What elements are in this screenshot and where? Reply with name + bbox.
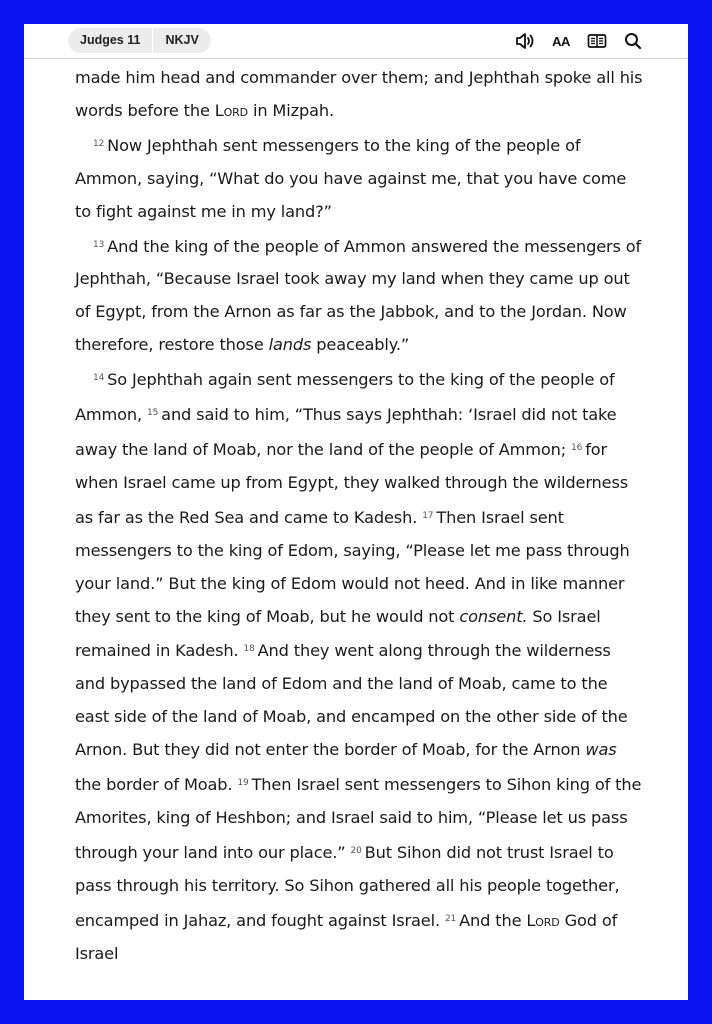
verse-text[interactable]: Then Israel sent messengers to Sihon king of the Amorites, king of Heshbon; and Israel said to him, “Please let us pass through your land into our place.” <box>75 775 642 862</box>
verse-italic[interactable]: consent. <box>459 606 528 626</box>
paragraph <box>75 229 645 363</box>
scripture-text <box>75 62 645 970</box>
verse-number[interactable]: 14 <box>93 373 105 384</box>
passage-selector <box>68 28 211 53</box>
verse-text[interactable]: And they went along through the wilderness and bypassed the land of Edom and the land of Moab, came to the east side of the land of Moab, and encamped on the other side of the Arnon. But they did not enter the border of Moab, for the Arnon <box>75 641 628 760</box>
verse-text[interactable]: the border of Moab. <box>75 775 238 795</box>
verse-text: in Mizpah. <box>247 100 334 120</box>
reader-toolbar <box>24 24 688 59</box>
verse-text[interactable]: And the king of the people of Ammon answered the messengers of Jephthah, “Because Israel took away my land when they came up out of Egypt, from the Arnon as far as the Jabbok, and to the Jordan. Now therefore, restore those <box>75 236 642 355</box>
verse-italic[interactable]: lands <box>268 335 312 355</box>
verse-text[interactable]: for when Israel came up from Egypt, they walked through the wilderness as far as the Red Sea and came to Kadesh. <box>75 439 629 527</box>
verse-number[interactable]: 16 <box>571 442 583 453</box>
translation-button[interactable]: NKJV <box>165 33 199 47</box>
verse-number[interactable]: 19 <box>237 778 249 789</box>
verse-text: made him head and commander over them; and Jephthah spoke all his words before the <box>75 68 643 120</box>
paragraph <box>75 128 645 229</box>
book-chapter-button[interactable]: Judges 11 <box>80 33 141 47</box>
book-icon[interactable] <box>586 30 608 52</box>
verse-number[interactable]: 13 <box>93 239 105 250</box>
reader-window <box>24 24 688 1000</box>
paragraph <box>75 62 645 128</box>
verse-text[interactable]: And the <box>459 910 527 930</box>
verse-text[interactable]: So Jephthah again sent messengers to the king of the people of Ammon, <box>75 370 615 425</box>
verse-text[interactable]: and said to him, “Thus says Jephthah: ‘Israel did not take away the land of Moab, nor the land of the people of Ammon; <box>75 405 617 459</box>
paragraph <box>75 362 645 970</box>
verse-text[interactable]: So Israel remained in Kadesh. <box>75 606 601 661</box>
verse-number[interactable]: 17 <box>422 510 434 521</box>
search-icon[interactable] <box>622 30 644 52</box>
verse-number[interactable]: 18 <box>243 644 255 655</box>
speaker-icon[interactable] <box>514 30 536 52</box>
verse-text[interactable]: Then Israel sent messengers to the king of Edom, saying, “Please let me pass through your land.” But the king of Edom would not heed. And in like manner they sent to the king of Moab, but he would not <box>75 507 630 626</box>
verse-number[interactable]: 12 <box>93 138 105 149</box>
verse-number[interactable]: 21 <box>444 913 457 924</box>
text-size-icon[interactable]: AA <box>552 33 570 49</box>
verse-text[interactable]: But Sihon did not trust Israel to pass through his territory. So Sihon gathered all his people together, encamped in Jahaz, and fought against Israel. <box>75 842 620 930</box>
verse-italic[interactable]: was <box>585 740 617 760</box>
verse-number[interactable]: 20 <box>350 845 362 856</box>
verse-text[interactable]: God of Israel <box>75 910 618 963</box>
verse-text[interactable]: peaceably.” <box>311 335 410 355</box>
verse-number[interactable]: 15 <box>147 408 159 419</box>
toolbar-icons <box>514 30 644 52</box>
divine-name[interactable]: Lord <box>526 910 560 930</box>
divine-name: Lord <box>214 100 248 120</box>
verse-text[interactable]: Now Jephthah sent messengers to the king of the people of Ammon, saying, “What do you have against me, that you have come to fight against me in my land?” <box>75 135 627 221</box>
